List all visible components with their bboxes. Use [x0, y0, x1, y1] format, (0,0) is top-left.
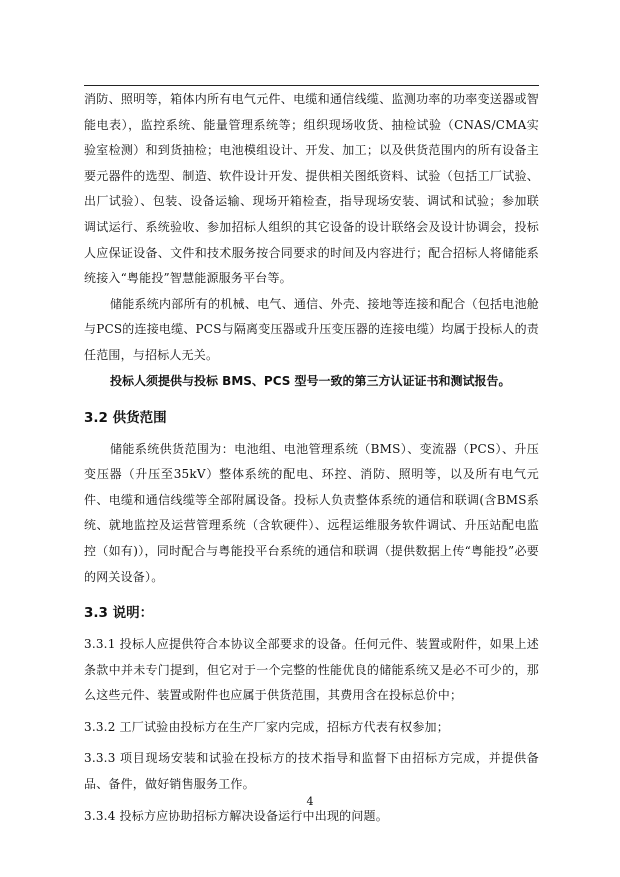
- page-number: 4: [306, 795, 314, 808]
- clause-3-3-3: 3.3.3 项目现场安装和试验在投标方的技术指导和监督下由招标方完成，并提供备品、备件，做好销售服务工作。: [84, 751, 539, 792]
- section-3-3-heading: 3.3 说明：: [84, 605, 154, 622]
- page-content: [84, 87, 539, 829]
- certification-requirement-note: 投标人须提供与投标 BMS、PCS 型号一致的第三方认证证书和测试报告。: [110, 373, 511, 388]
- clause-3-3-2: 3.3.2 工厂试验由投标方在生产厂家内完成，招标方代表有权参加；: [84, 719, 449, 734]
- clause-3-3-1: 3.3.1 投标人应提供符合本协议全部要求的设备。任何元件、装置或附件，如果上述条款中并未专门提到，但它对于一个完整的性能优良的储能系统又是必不可少的，那么这些元件、装置或附件也应属于供货范围，其费用含在投标总价中；: [84, 637, 539, 703]
- paragraph-internal-connections: 储能系统内部所有的机械、电气、通信、外壳、接地等连接和配合（包括电池舱与PCS的连接电缆、PCS与隔离变压器或升压变压器的连接电缆）均属于投标人的责任范围，与招标人无关。: [84, 296, 539, 362]
- section-3-2-paragraph: 储能系统供货范围为：电池组、电池管理系统（BMS）、变流器（PCS）、升压变压器（升压至35kV）整体系统的配电、环控、消防、照明等，以及所有电气元件、电缆和通信线缆等全部附属设备。投标人负责整体系统的通信和联调(含BMS系统、就地监控及运营管理系统（含软硬件）、远程运维服务软件调试、升压站配电监控（如有)），同时配合与粤能投平台系统的通信和联调（提供数据上传“粤能投”必要的网关设备）。: [84, 441, 539, 584]
- paragraph-scope-continued: 消防、照明等，箱体内所有电气元件、电缆和通信线缆、监测功率的功率变送器或智能电表），监控系统、能量管理系统等；组织现场收货、抽检试验（CNAS/CMA实验室检测）和到货抽检；电池模组设计、开发、加工；以及供货范围内的所有设备主要元器件的选型、制造、软件设计开发、提供相关图纸资料、试验（包括工厂试验、出厂试验）、包装、设备运输、现场开箱检查，指导现场安装、调试和试验；参加联调试运行、系统验收、参加招标人组织的其它设备的设计联络会及设计协调会，投标人应保证设备、文件和技术服务按合同要求的时间及内容进行；配合招标人将储能系统接入“粤能投”智慧能源服务平台等。: [84, 92, 539, 286]
- section-3-2-heading: 3.2 供货范围: [84, 409, 167, 426]
- header-rule: [84, 85, 539, 86]
- clause-3-3-4: 3.3.4 投标方应协助招标方解决设备运行中出现的问题。: [84, 808, 388, 823]
